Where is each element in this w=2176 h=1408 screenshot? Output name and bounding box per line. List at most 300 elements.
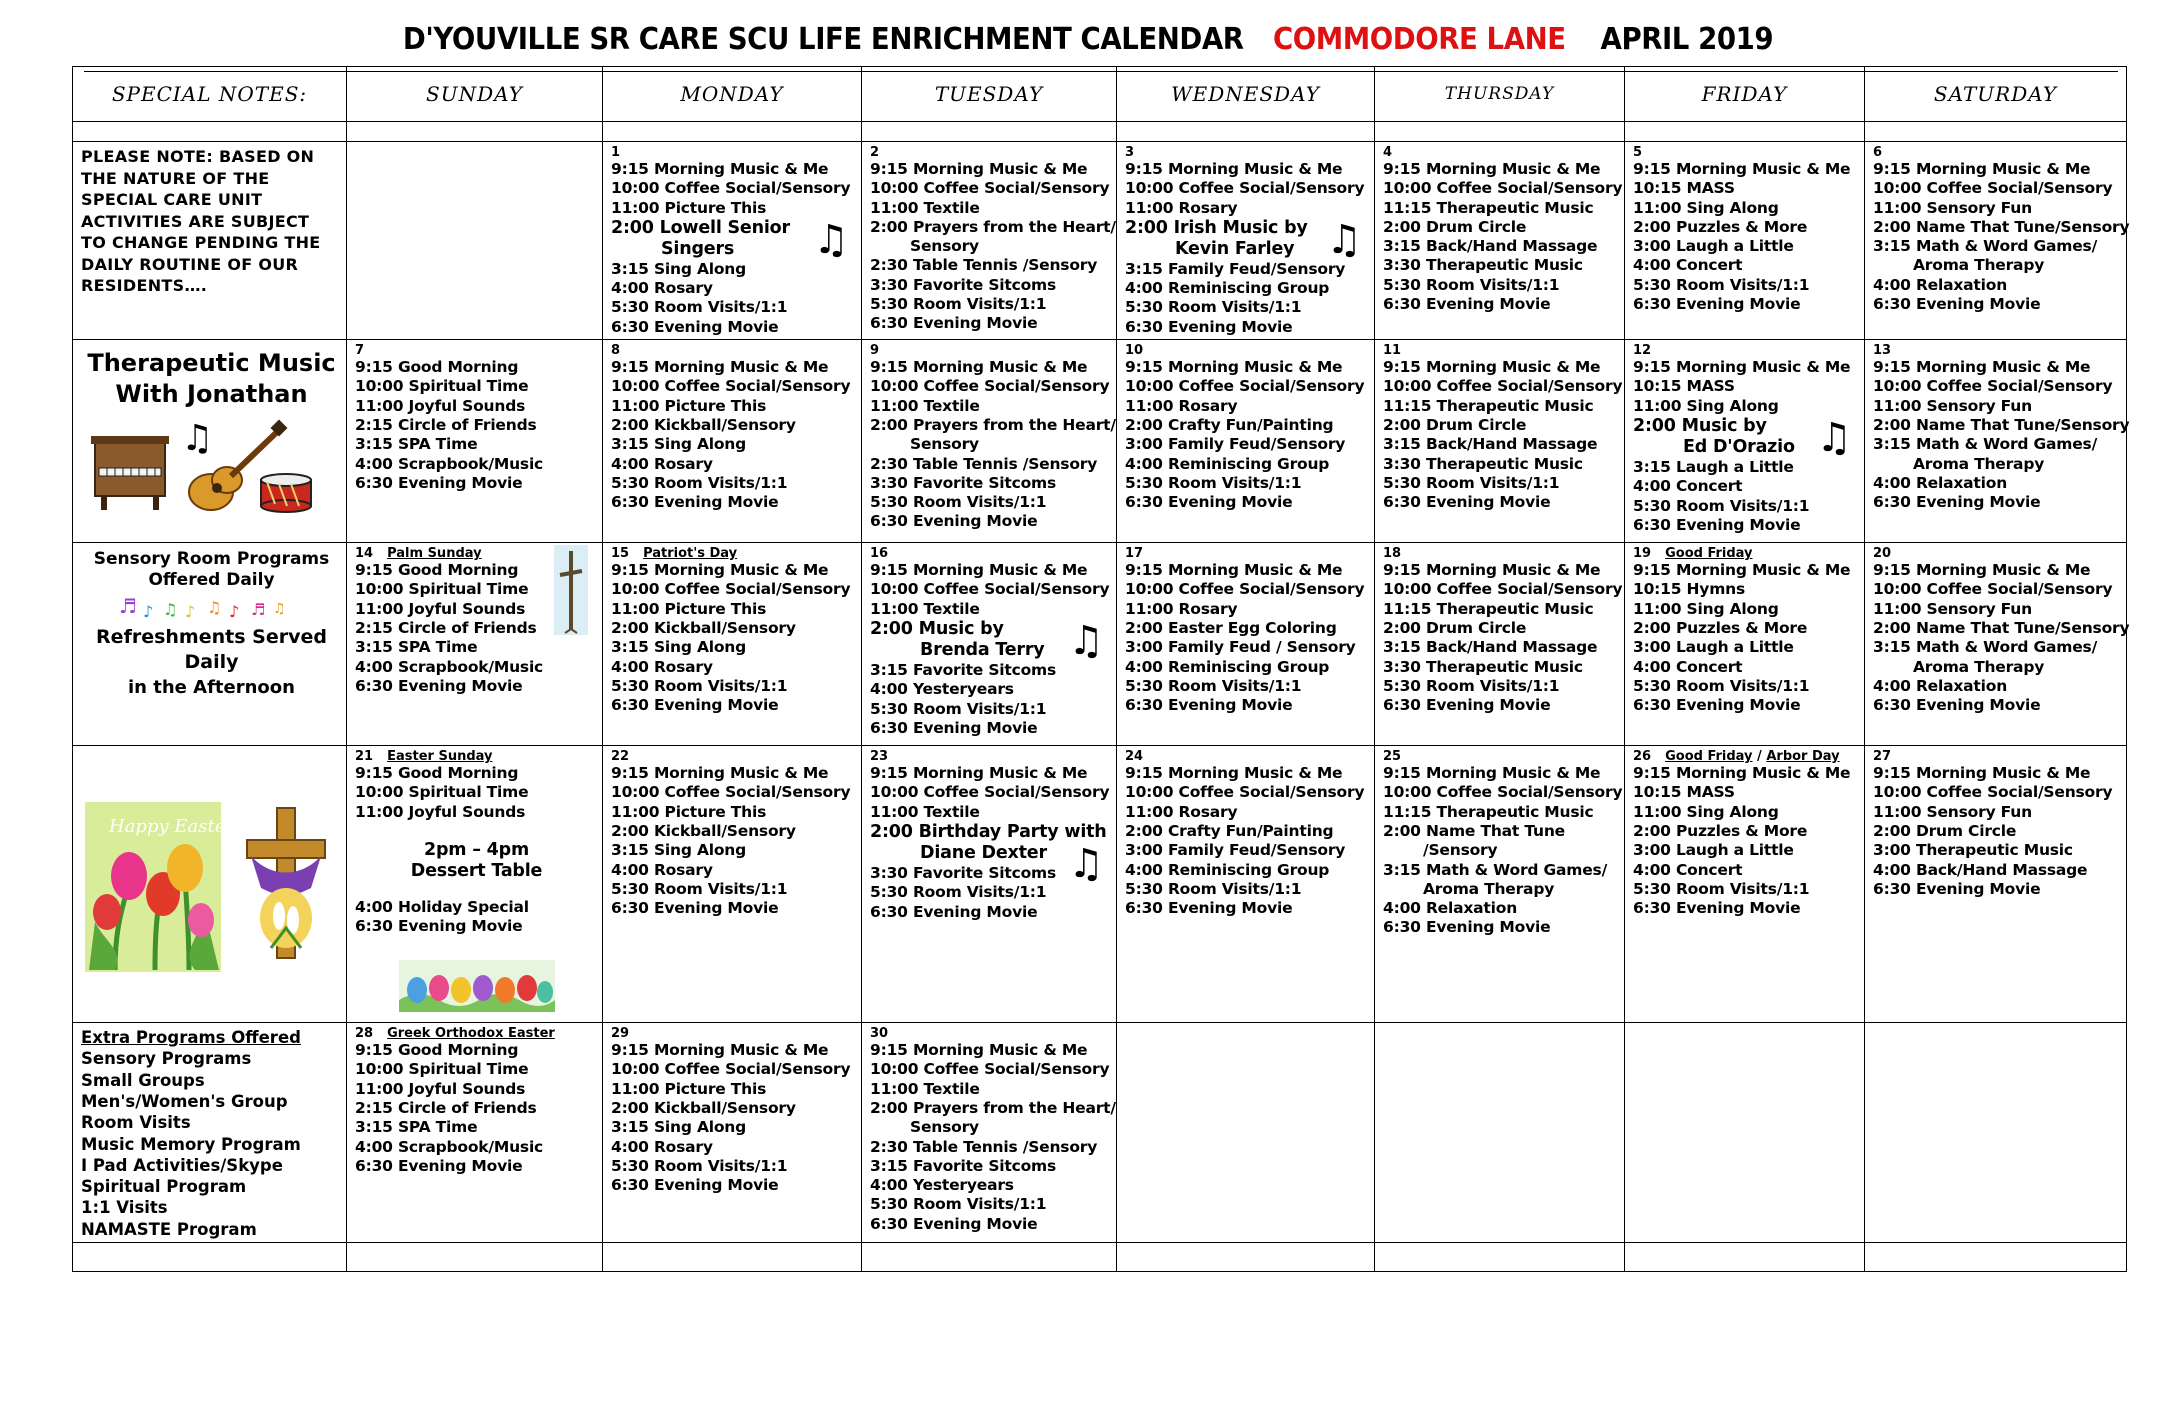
event-item: 3:15 Sing Along — [611, 435, 747, 454]
event-item: 6:30 Evening Movie — [1383, 493, 1551, 512]
event-item: 6:30 Evening Movie — [1633, 515, 1801, 534]
special-event-performer: Diane Dexter — [920, 842, 1047, 863]
event-item: 3:15 SPA Time — [355, 435, 478, 454]
header-saturday: SATURDAY — [1865, 67, 2127, 122]
day-cell — [862, 340, 1117, 543]
day-cell — [1375, 142, 1625, 340]
event-item: 11:00 Picture This — [611, 599, 767, 618]
day-number: 2 — [870, 145, 880, 160]
event-item: 3:30 Favorite Sitcoms — [870, 863, 1057, 882]
extra-program-item: Music Memory Program — [81, 1134, 301, 1154]
event-item: 10:00 Coffee Social/Sensory — [611, 377, 851, 396]
special-event: 2:00 Lowell Senior — [611, 217, 790, 238]
day-cell — [862, 1023, 1117, 1243]
svg-text:♫: ♫ — [181, 418, 214, 460]
event-item: 3:15 Sing Along — [611, 638, 747, 657]
day-cell — [1865, 543, 2130, 746]
event-item: 5:30 Room Visits/1:1 — [1383, 676, 1560, 695]
event-item: 3:30 Therapeutic Music — [1383, 256, 1583, 275]
day-number: 15 Patriot's Day — [611, 546, 738, 562]
event-item: 6:30 Evening Movie — [1383, 295, 1551, 314]
day-number: 24 — [1125, 749, 1144, 765]
event-item: 10:00 Coffee Social/Sensory — [1125, 580, 1365, 599]
event-item: 3:30 Favorite Sitcoms — [870, 473, 1057, 492]
event-item: 9:15 Morning Music & Me — [611, 160, 829, 178]
event-item: 9:15 Morning Music & Me — [1633, 160, 1851, 178]
day-number: 17 — [1125, 546, 1144, 562]
tulips-icon — [85, 802, 234, 972]
event-item: 4:00 Relaxation — [1873, 473, 2008, 492]
music-note-icon: ♫ — [1068, 841, 1104, 888]
event-item: 11:00 Textile — [870, 198, 980, 217]
event-item: 10:00 Spiritual Time — [355, 1060, 529, 1079]
event-item: 11:00 Joyful Sounds — [355, 1079, 526, 1098]
event-item: 3:15 Favorite Sitcoms — [870, 660, 1057, 679]
event-item: 4:00 Concert — [1633, 477, 1743, 496]
event-item: 5:30 Room Visits/1:1 — [611, 676, 788, 695]
event-item: 3:30 Therapeutic Music — [1383, 454, 1583, 473]
event-item: 9:15 Morning Music & Me — [1383, 764, 1601, 783]
event-item: 5:30 Room Visits/1:1 — [611, 473, 788, 492]
day-cell — [603, 1023, 862, 1243]
event-item: 4:00 Holiday Special — [355, 897, 529, 916]
day-cell-empty — [1117, 1023, 1375, 1243]
event-item: 10:00 Coffee Social/Sensory — [870, 580, 1110, 599]
event-item: Aroma Therapy — [1913, 454, 2045, 473]
event-item: 2:00 Drum Circle — [1873, 821, 2017, 840]
day-number: 14 Palm Sunday — [355, 546, 482, 562]
event-item: 10:00 Spiritual Time — [355, 580, 529, 599]
event-item: /Sensory — [1423, 841, 1498, 860]
event-item: 10:00 Coffee Social/Sensory — [870, 1060, 1110, 1079]
day-cell-empty — [1625, 1023, 1865, 1243]
event-item: 9:15 Good Morning — [355, 1041, 519, 1060]
event-item: 5:30 Room Visits/1:1 — [870, 699, 1047, 718]
event-item: 2:00 Kickball/Sensory — [611, 821, 796, 840]
day-number: 26 Good Friday / Arbor Day — [1633, 749, 1840, 765]
event-item: 2:00 Puzzles & More — [1633, 618, 1808, 637]
event-item: 11:00 Rosary — [1125, 802, 1238, 821]
event-item: 6:30 Evening Movie — [611, 493, 779, 512]
extra-program-item: Small Groups — [81, 1070, 205, 1090]
event-item: 10:00 Coffee Social/Sensory — [611, 179, 851, 198]
sensory-room-line2: Offered Daily — [148, 570, 275, 591]
event-item: 5:30 Room Visits/1:1 — [870, 1195, 1047, 1214]
event-item: 2:15 Circle of Friends — [355, 1098, 537, 1117]
event-item: 9:15 Morning Music & Me — [1873, 358, 2091, 377]
day-cell — [1865, 142, 2130, 340]
therapeutic-music-line1: Therapeutic Music — [87, 349, 336, 378]
refreshments-line2: Daily — [184, 651, 239, 674]
event-item: 10:15 MASS — [1633, 179, 1735, 198]
event-item: 5:30 Room Visits/1:1 — [1633, 275, 1810, 294]
notes-cell — [73, 142, 347, 340]
event-item: 6:30 Evening Movie — [870, 718, 1038, 737]
event-item: 10:00 Coffee Social/Sensory — [1383, 580, 1623, 599]
event-item: 6:30 Evening Movie — [355, 917, 523, 936]
event-item: 10:00 Coffee Social/Sensory — [611, 1060, 851, 1079]
header-wednesday: WEDNESDAY — [1117, 67, 1375, 122]
day-cell — [347, 340, 603, 543]
day-cell-empty — [1865, 1023, 2127, 1243]
event-item: 4:00 Relaxation — [1873, 275, 2008, 294]
event-item: 10:00 Coffee Social/Sensory — [1125, 377, 1365, 396]
event-item: 9:15 Good Morning — [355, 561, 519, 580]
event-item: 6:30 Evening Movie — [1873, 295, 2041, 314]
event-item: 3:00 Therapeutic Music — [1873, 841, 2073, 860]
music-note-icon — [181, 418, 213, 459]
event-item: 11:00 Sing Along — [1633, 599, 1779, 618]
day-number: 16 — [870, 546, 889, 562]
event-item: 4:00 Concert — [1633, 657, 1743, 676]
event-item: 4:00 Scrapbook/Music — [355, 657, 544, 676]
notes-cell — [73, 340, 347, 543]
svg-text:♫: ♫ — [207, 598, 222, 618]
holiday-label: Arbor Day — [1766, 749, 1840, 765]
notes-cell — [73, 543, 347, 746]
event-item: 3:15 Sing Along — [611, 259, 747, 278]
event-item: 9:15 Morning Music & Me — [1873, 160, 2091, 178]
event-item: 11:00 Sensory Fun — [1873, 802, 2032, 821]
header-friday: FRIDAY — [1625, 67, 1865, 122]
event-item: 2:00 Crafty Fun/Painting — [1125, 415, 1334, 434]
day-number: 25 — [1383, 749, 1402, 765]
event-item: 4:00 Rosary — [611, 860, 713, 879]
day-cell — [1375, 340, 1625, 543]
event-item: 2:00 Puzzles & More — [1633, 217, 1808, 236]
refreshments-line1: Refreshments Served — [96, 626, 327, 649]
music-note-icon: ♫ — [1816, 415, 1852, 462]
event-item: 2:00 Prayers from the Heart/ — [870, 415, 1116, 434]
event-item: 9:15 Morning Music & Me — [1873, 561, 2091, 580]
event-item: 4:00 Scrapbook/Music — [355, 454, 544, 473]
event-item: 5:30 Room Visits/1:1 — [1125, 473, 1302, 492]
event-item: 10:15 Hymns — [1633, 580, 1746, 599]
header-tuesday: TUESDAY — [862, 67, 1117, 122]
day-cell — [862, 142, 1117, 340]
event-item: 6:30 Evening Movie — [1873, 879, 2041, 898]
day-cell — [347, 543, 603, 746]
event-item: 2:00 Crafty Fun/Painting — [1125, 821, 1334, 840]
special-event: 2:00 Irish Music by — [1125, 217, 1308, 238]
event-item: 5:30 Room Visits/1:1 — [1125, 676, 1302, 695]
event-item: 2:15 Circle of Friends — [355, 415, 537, 434]
schedule-disclaimer: PLEASE NOTE: BASED ON THE NATURE OF THE SPECIAL CARE UNIT ACTIVITIES ARE SUBJECT TO CHANGE PENDING THE DAILY ROUTINE OF OUR RESIDENTS…. — [81, 147, 321, 295]
event-item: 9:15 Morning Music & Me — [1125, 358, 1343, 377]
day-cell — [603, 543, 862, 746]
event-item: 6:30 Evening Movie — [611, 317, 779, 336]
event-item: 4:00 Relaxation — [1383, 899, 1518, 918]
event-item: 6:30 Evening Movie — [870, 902, 1038, 921]
day-number: 22 — [611, 749, 630, 765]
event-item: 9:15 Good Morning — [355, 764, 519, 783]
event-item: 9:15 Morning Music & Me — [1383, 358, 1601, 377]
event-item: 10:00 Coffee Social/Sensory — [1873, 377, 2113, 396]
event-item: 6:30 Evening Movie — [355, 676, 523, 695]
event-item: 2:00 Kickball/Sensory — [611, 1098, 796, 1117]
event-item: 2:30 Table Tennis /Sensory — [870, 256, 1098, 275]
event-item: 3:15 Back/Hand Massage — [1383, 237, 1598, 256]
special-event-performer: Kevin Farley — [1175, 238, 1295, 259]
event-item: 11:15 Therapeutic Music — [1383, 396, 1594, 415]
easter-eggs-icon — [399, 960, 555, 1012]
week-row — [73, 1023, 2127, 1243]
extra-program-item: 1:1 Visits — [81, 1198, 168, 1218]
day-number: 27 — [1873, 749, 1892, 765]
event-item: 11:00 Sensory Fun — [1873, 198, 2032, 217]
event-item: 4:00 Yesteryears — [870, 1176, 1014, 1195]
event-item: 11:00 Sensory Fun — [1873, 599, 2032, 618]
day-number: 9 — [870, 343, 880, 359]
day-cell — [1625, 746, 1865, 1023]
day-number: 5 — [1633, 145, 1643, 160]
event-item: 6:30 Evening Movie — [1633, 899, 1801, 918]
header-special-notes: SPECIAL NOTES: — [73, 67, 347, 122]
sensory-room-line1: Sensory Room Programs — [93, 549, 330, 570]
event-item: 11:00 Picture This — [611, 1079, 767, 1098]
week-row — [73, 340, 2127, 543]
music-note-icon: ♫ — [1326, 217, 1362, 263]
event-item: 2:00 Prayers from the Heart/ — [870, 217, 1116, 236]
event-item: 4:00 Reminiscing Group — [1125, 657, 1330, 676]
day-cell — [1625, 142, 1865, 340]
event-item: 9:15 Morning Music & Me — [1873, 764, 2091, 783]
event-item: 10:15 MASS — [1633, 377, 1735, 396]
event-item: 2:30 Table Tennis /Sensory — [870, 1137, 1098, 1156]
event-item: Aroma Therapy — [1423, 879, 1555, 898]
event-item: 10:00 Coffee Social/Sensory — [1383, 179, 1623, 198]
event-item: 2:00 Easter Egg Coloring — [1125, 618, 1337, 637]
event-item: 11:00 Textile — [870, 396, 980, 415]
week-row — [73, 142, 2127, 340]
event-item: 4:00 Back/Hand Massage — [1873, 860, 2088, 879]
day-cell — [603, 340, 862, 543]
event-item: Sensory — [910, 1118, 979, 1137]
special-event: 2:00 Music by — [870, 618, 1004, 639]
event-item: 5:30 Room Visits/1:1 — [870, 493, 1047, 512]
svg-text:♪: ♪ — [229, 602, 240, 622]
extra-program-item: NAMASTE Program — [81, 1219, 257, 1239]
dessert-time: 2pm – 4pm — [423, 839, 529, 860]
footer-row — [73, 1243, 2127, 1272]
event-item: 6:30 Evening Movie — [870, 1214, 1038, 1233]
event-item: 10:00 Coffee Social/Sensory — [870, 377, 1110, 396]
notes-cell — [73, 746, 347, 1023]
day-number: 29 — [611, 1026, 630, 1042]
event-item: 9:15 Morning Music & Me — [1633, 358, 1851, 377]
event-item: Aroma Therapy — [1913, 256, 2045, 275]
event-item: 6:30 Evening Movie — [355, 473, 523, 492]
day-cell-empty — [347, 142, 603, 340]
event-item: 10:15 MASS — [1633, 783, 1735, 802]
week-row — [73, 746, 2127, 1023]
event-item: 11:00 Joyful Sounds — [355, 396, 526, 415]
event-item: 5:30 Room Visits/1:1 — [611, 298, 788, 317]
event-item: 10:00 Spiritual Time — [355, 783, 529, 802]
colorful-notes-icon — [81, 591, 341, 621]
event-item: 3:15 SPA Time — [355, 638, 478, 657]
event-item: 3:15 Laugh a Little — [1633, 457, 1794, 476]
event-item: Sensory — [910, 237, 979, 256]
title-location: COMMODORE LANE — [1272, 22, 1566, 57]
event-item: 3:15 SPA Time — [355, 1118, 478, 1137]
special-event-performer: Singers — [661, 238, 735, 259]
event-item: 5:30 Room Visits/1:1 — [1125, 879, 1302, 898]
day-cell — [1117, 142, 1375, 340]
event-item: 4:00 Reminiscing Group — [1125, 860, 1330, 879]
day-number: 11 — [1383, 343, 1402, 359]
special-event: 2:00 Music by — [1633, 415, 1767, 436]
event-item: 4:00 Yesteryears — [870, 680, 1014, 699]
day-cell — [1865, 746, 2127, 1023]
day-cell — [1865, 340, 2130, 543]
day-cell-empty — [1375, 1023, 1625, 1243]
event-item: 11:00 Rosary — [1125, 599, 1238, 618]
title-month: APRIL 2019 — [1600, 22, 1774, 57]
event-item: 4:00 Rosary — [611, 1137, 713, 1156]
event-item: 4:00 Reminiscing Group — [1125, 454, 1330, 473]
svg-text:♪: ♪ — [185, 602, 196, 622]
event-item: 9:15 Morning Music & Me — [611, 1041, 829, 1060]
event-item: 6:30 Evening Movie — [1383, 696, 1551, 715]
event-item: 3:00 Laugh a Little — [1633, 841, 1794, 860]
event-item: 9:15 Morning Music & Me — [870, 160, 1088, 178]
event-item: 3:15 Sing Along — [611, 841, 747, 860]
piano-icon — [91, 436, 169, 510]
event-item: 10:00 Coffee Social/Sensory — [1383, 377, 1623, 396]
event-item: 11:15 Therapeutic Music — [1383, 198, 1594, 217]
day-cell — [1117, 746, 1375, 1023]
event-item: 4:00 Rosary — [611, 279, 713, 298]
event-item: 9:15 Morning Music & Me — [870, 561, 1088, 580]
refreshments-line3: in the Afternoon — [128, 677, 295, 699]
event-item: 2:00 Prayers from the Heart/ — [870, 1098, 1116, 1117]
event-item: 5:30 Room Visits/1:1 — [1383, 275, 1560, 294]
event-item: 4:00 Relaxation — [1873, 676, 2008, 695]
event-item: 9:15 Good Morning — [355, 358, 519, 377]
event-item: 11:00 Textile — [870, 1079, 980, 1098]
event-item: 4:00 Scrapbook/Music — [355, 1137, 544, 1156]
palm-cross-icon — [554, 545, 588, 635]
event-item: 11:15 Therapeutic Music — [1383, 599, 1594, 618]
day-number: 4 — [1383, 145, 1393, 160]
event-item: 10:00 Spiritual Time — [355, 377, 529, 396]
day-cell — [862, 543, 1117, 746]
event-item: 11:00 Joyful Sounds — [355, 802, 526, 821]
therapeutic-music-line2: With Jonathan — [115, 380, 308, 409]
event-item: 3:15 Favorite Sitcoms — [870, 1156, 1057, 1175]
event-item: 5:30 Room Visits/1:1 — [611, 879, 788, 898]
event-item: 9:15 Morning Music & Me — [611, 358, 829, 377]
svg-text:♫: ♫ — [163, 600, 178, 620]
event-item: 6:30 Evening Movie — [1125, 317, 1293, 336]
event-item: 6:30 Evening Movie — [355, 1156, 523, 1175]
day-cell — [1117, 543, 1375, 746]
event-item: 11:00 Textile — [870, 599, 980, 618]
event-item: Aroma Therapy — [1913, 657, 2045, 676]
extra-program-item: Men's/Women's Group — [81, 1091, 288, 1111]
event-item: 2:00 Drum Circle — [1383, 415, 1527, 434]
event-item: 4:00 Concert — [1633, 860, 1743, 879]
holiday-label: Patriot's Day — [643, 546, 738, 562]
special-event: 2:00 Birthday Party with — [870, 821, 1107, 842]
header-thursday: THURSDAY — [1375, 67, 1625, 122]
event-item: 4:00 Rosary — [611, 657, 713, 676]
event-item: 6:30 Evening Movie — [1633, 696, 1801, 715]
extra-programs-list — [81, 1027, 342, 1240]
drum-icon — [261, 474, 311, 512]
day-number: 30 — [870, 1026, 889, 1042]
day-number: 1 — [611, 145, 621, 160]
header-sunday: SUNDAY — [347, 67, 603, 122]
day-number: 12 — [1633, 343, 1652, 359]
event-item: 2:00 Drum Circle — [1383, 217, 1527, 236]
event-item: 3:00 Family Feud/Sensory — [1125, 841, 1346, 860]
event-item: 2:00 Kickball/Sensory — [611, 415, 796, 434]
event-item: 9:15 Morning Music & Me — [1383, 561, 1601, 580]
event-item: 9:15 Morning Music & Me — [1633, 561, 1851, 580]
event-item: 9:15 Morning Music & Me — [611, 764, 829, 783]
title-main: D'YOUVILLE SR CARE SCU LIFE ENRICHMENT CALENDAR — [402, 22, 1244, 57]
day-number: 8 — [611, 343, 621, 359]
event-item: 11:00 Textile — [870, 802, 980, 821]
event-item: Sensory — [910, 435, 979, 454]
event-item: 11:00 Sing Along — [1633, 396, 1779, 415]
event-item: 2:00 Name That Tune — [1383, 821, 1565, 840]
event-item: 10:00 Coffee Social/Sensory — [870, 783, 1110, 802]
holiday-label: Greek Orthodox Easter — [387, 1026, 555, 1042]
day-number: 21 Easter Sunday — [355, 749, 493, 765]
event-item: 5:30 Room Visits/1:1 — [1633, 496, 1810, 515]
event-item: 6:30 Evening Movie — [1633, 295, 1801, 314]
instruments-illustration — [81, 410, 341, 520]
event-item: 6:30 Evening Movie — [611, 696, 779, 715]
easter-card-text: Happy Easter — [109, 816, 234, 838]
day-cell — [347, 1023, 603, 1243]
therapeutic-music-title — [81, 348, 342, 410]
event-item: 3:15 Sing Along — [611, 1118, 747, 1137]
event-item: 11:00 Rosary — [1125, 396, 1238, 415]
holiday-label: Easter Sunday — [387, 749, 493, 765]
event-item: 6:30 Evening Movie — [611, 899, 779, 918]
special-event-performer: Ed D'Orazio — [1683, 436, 1795, 457]
event-item: 3:00 Family Feud / Sensory — [1125, 638, 1356, 657]
event-item: 2:00 Drum Circle — [1383, 618, 1527, 637]
event-item: 5:30 Room Visits/1:1 — [1125, 298, 1302, 317]
svg-text:♬: ♬ — [251, 600, 266, 620]
event-item: 6:30 Evening Movie — [611, 1176, 779, 1195]
day-cell — [1117, 340, 1375, 543]
event-item: 6:30 Evening Movie — [1873, 696, 2041, 715]
event-item: 2:00 Name That Tune/Sensory — [1873, 415, 2130, 434]
day-number: 18 — [1383, 546, 1402, 562]
event-item: 11:00 Picture This — [611, 802, 767, 821]
day-number: 23 — [870, 749, 889, 765]
extra-program-item: Sensory Programs — [81, 1049, 252, 1069]
event-item: 9:15 Morning Music & Me — [611, 561, 829, 580]
day-cell — [1625, 543, 1865, 746]
event-item: 10:00 Coffee Social/Sensory — [1873, 179, 2113, 198]
event-item: 3:15 Math & Word Games/ — [1873, 435, 2098, 454]
day-cell — [1625, 340, 1865, 543]
day-cell — [1375, 746, 1625, 1023]
event-item: 5:30 Room Visits/1:1 — [1383, 473, 1560, 492]
day-number: 28 Greek Orthodox Easter — [355, 1026, 555, 1042]
event-item: 10:00 Coffee Social/Sensory — [1125, 783, 1365, 802]
svg-text:♪: ♪ — [143, 602, 154, 622]
event-item: 5:30 Room Visits/1:1 — [870, 295, 1047, 314]
notes-cell — [73, 1023, 347, 1243]
